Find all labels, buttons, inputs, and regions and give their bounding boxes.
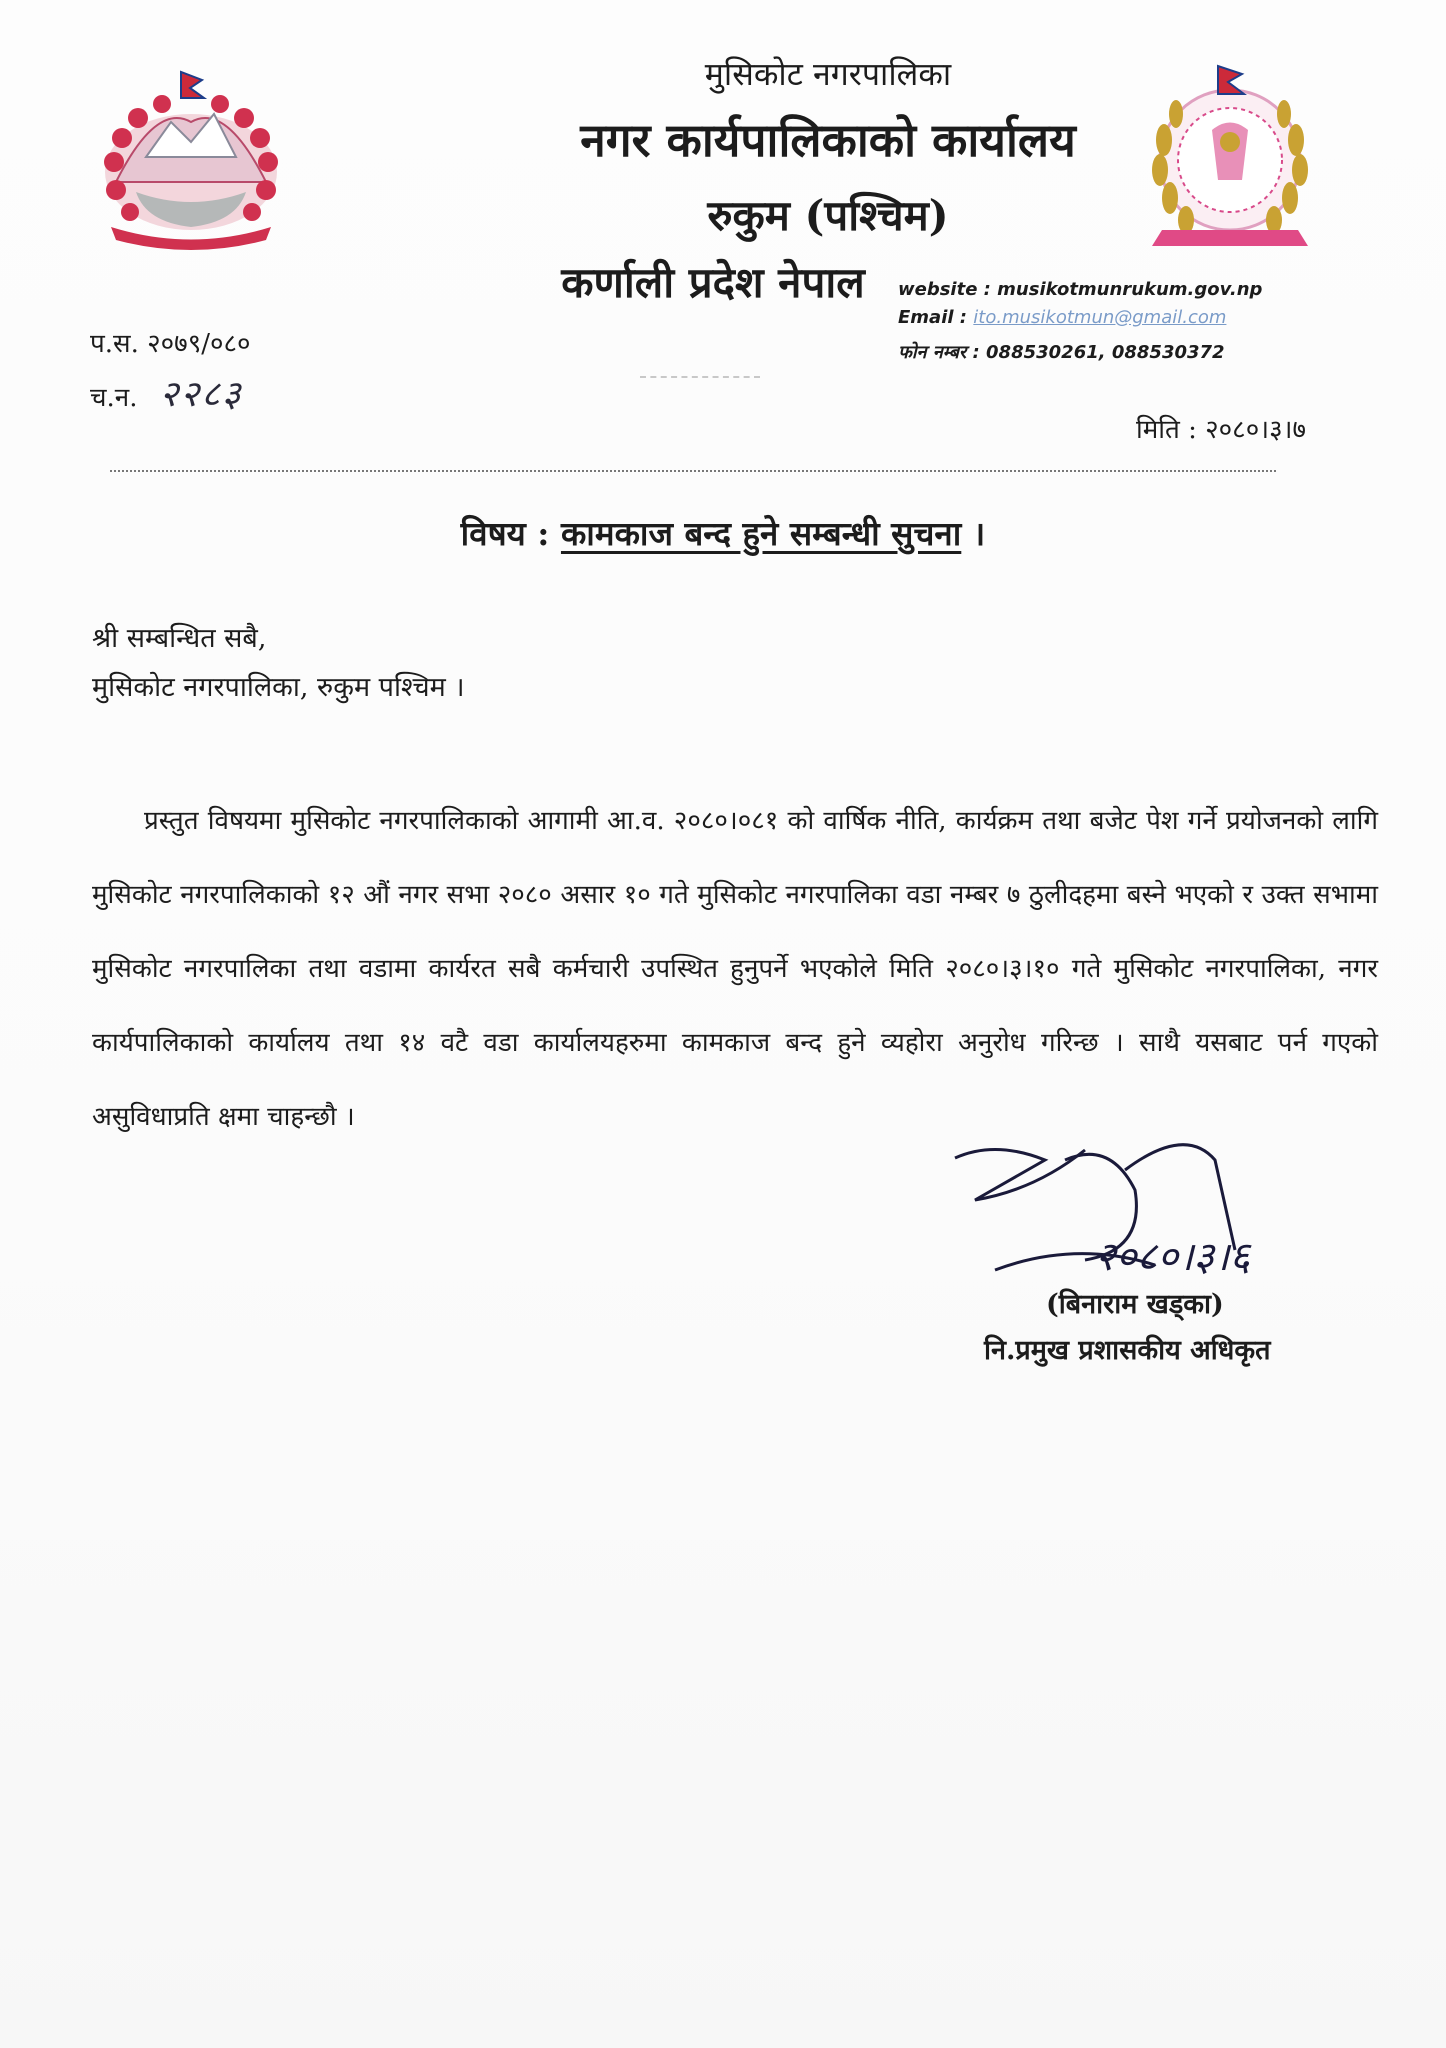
header-divider	[110, 470, 1276, 472]
stamp-smudge	[640, 376, 760, 378]
contact-website	[898, 279, 1262, 300]
district-name: रुकुम (पश्चिम)	[707, 191, 949, 240]
phone-number: 088530261, 088530372	[986, 342, 1225, 363]
province-name: कर्णाली प्रदेश नेपाल	[561, 258, 865, 307]
ps-label: प.स.	[90, 329, 139, 359]
addressee-line-2: मुसिकोट नगरपालिका, रुकुम पश्चिम ।	[92, 672, 465, 703]
signatory-title: नि.प्रमुख प्रशासकीय अधिकृत	[984, 1335, 1271, 1366]
signature-date: २०८०।३।६	[1095, 1234, 1251, 1280]
date-value: २०८०।३।७	[1205, 415, 1306, 445]
municipality-name: मुसिकोट नगरपालिका	[704, 55, 952, 93]
signatory-name: (बिनाराम खड्का)	[1046, 1289, 1224, 1320]
subject-line	[0, 510, 1446, 555]
website-label: website :	[898, 279, 991, 300]
contact-phone	[898, 340, 1225, 364]
date-label: मिति :	[1136, 415, 1197, 445]
email-link[interactable]: ito.musikotmun@gmail.com	[973, 307, 1227, 328]
reference-cn	[90, 368, 243, 417]
cn-value: २२८३	[159, 374, 243, 415]
subject-end: ।	[972, 514, 986, 553]
office-name: नगर कार्यपालिकाको कार्यालय	[580, 113, 1076, 167]
subject-text: कामकाज बन्द हुने सम्बन्धी सुचना	[560, 514, 962, 553]
reference-ps	[90, 324, 251, 360]
email-label: Email :	[898, 307, 968, 328]
subject-label: विषय :	[460, 514, 550, 553]
cn-label: च.न.	[90, 383, 138, 413]
letter-body: प्रस्तुत विषयमा मुसिकोट नगरपालिकाको आगामी आ.व. २०८०।०८१ को वार्षिक नीति, कार्यक्रम तथा बजेट पेश गर्ने प्रयोजनको लागि मुसिकोट नगरपालिकाको १२ औं नगर सभा २०८० असार १० गते मुसिकोट नगरपालिका वडा नम्बर ७ ठुलीदहमा बस्ने भएको र उक्त सभामा मुसिकोट नगरपालिका तथा वडामा कार्यरत सबै कर्मचारी उपस्थित हुनुपर्ने भएकोले मिति २०८०।३।१० गते मुसिकोट नगरपालिका, नगर कार्यपालिकाको कार्यालय तथा १४ वटै वडा कार्यालयहरुमा कामकाज बन्द हुने व्यहोरा अनुरोध गरिन्छ । साथै यसबाट पर्न गएको असुविधाप्रति क्षमा चाहन्छौ ।	[92, 806, 1378, 1132]
letter-date	[1136, 410, 1306, 446]
addressee-line-1: श्री सम्बन्धित सबै,	[92, 623, 267, 654]
website-link[interactable]: musikotmunrukum.gov.np	[997, 279, 1263, 300]
contact-email	[898, 307, 1226, 328]
phone-label: फोन नम्बर :	[898, 342, 980, 363]
signature	[935, 1130, 1315, 1300]
ps-value: २०७९/०८०	[147, 329, 251, 359]
